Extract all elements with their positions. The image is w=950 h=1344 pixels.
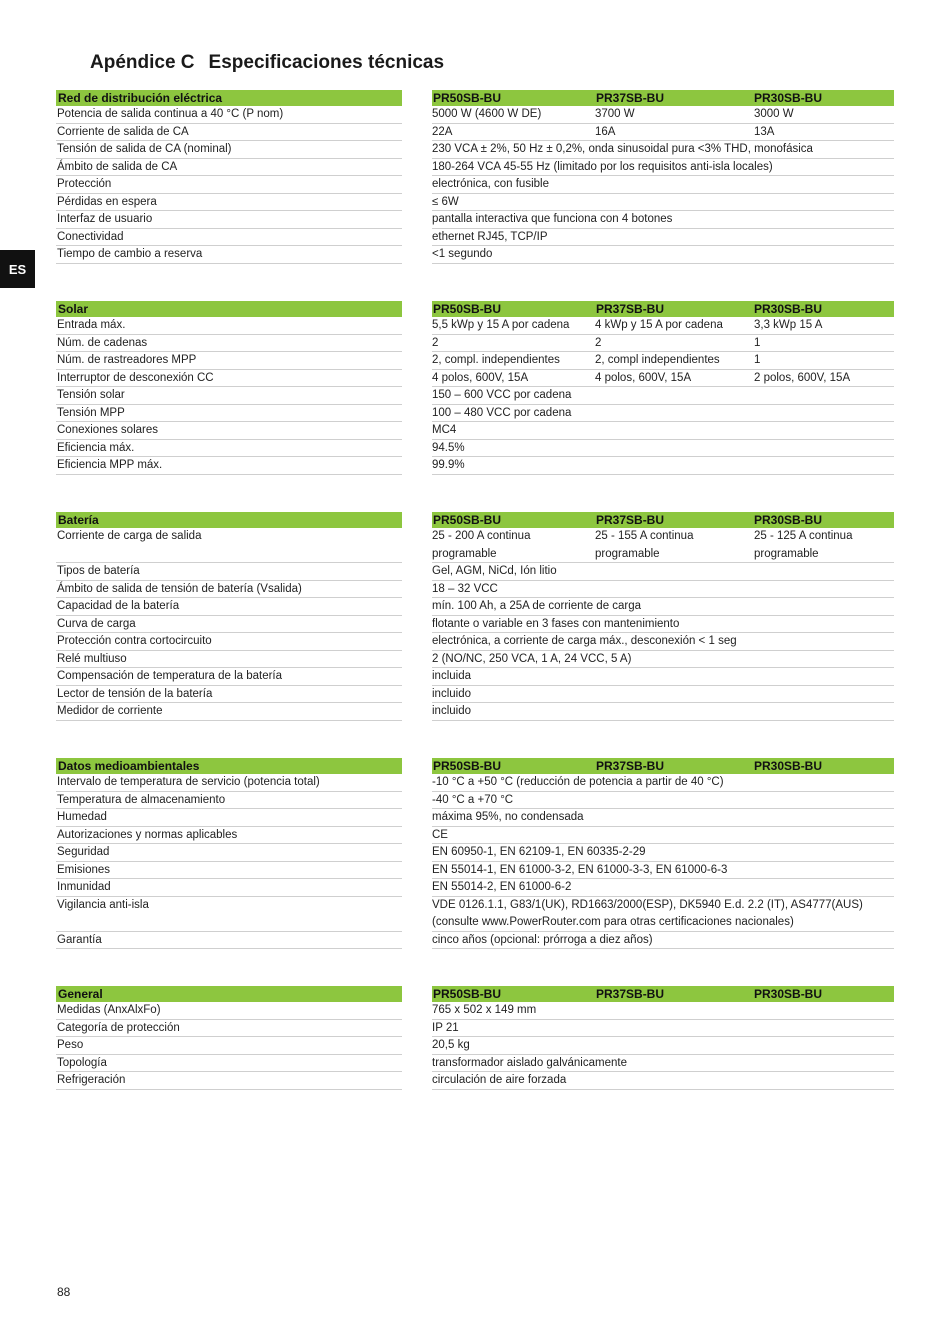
spec-value: EN 60950-1, EN 62109-1, EN 60335-2-29 <box>432 846 646 858</box>
spec-label: Conexiones solares <box>57 424 159 436</box>
spec-value-c3: 13A <box>754 125 775 138</box>
spec-value: IP 21 <box>432 1021 459 1034</box>
spec-label: Entrada máx. <box>57 319 126 331</box>
spec-row <box>56 106 894 124</box>
spec-value-c2: 2 <box>595 336 602 349</box>
spec-value: circulación de aire forzada <box>432 1074 567 1086</box>
spec-label: Topología <box>57 1056 107 1069</box>
row-rule <box>432 827 894 845</box>
spec-label: Relé multiuso <box>57 652 127 665</box>
row-rule <box>432 686 894 704</box>
spec-value: electrónica, a corriente de carga máx., desconexión < 1 seg <box>432 635 737 647</box>
spec-label: Humedad <box>57 811 107 823</box>
row-rule <box>432 1020 894 1038</box>
spec-row <box>56 159 894 177</box>
spec-value-c3: 3,3 kWp 15 A <box>754 319 823 331</box>
spec-label: Autorizaciones y normas aplicables <box>57 828 238 841</box>
spec-value-c1: 2, compl. independientes <box>432 354 560 366</box>
model-header: PR37SB-BU <box>596 91 665 105</box>
spec-label: Núm. de rastreadores MPP <box>57 354 197 366</box>
row-rule <box>432 422 894 440</box>
row-rule <box>432 1037 894 1055</box>
spec-label: Inmunidad <box>57 881 111 893</box>
spec-row <box>56 879 894 897</box>
spec-value: electrónica, con fusible <box>432 178 549 190</box>
spec-label: Emisiones <box>57 863 111 876</box>
spec-value: 180-264 VCA 45-55 Hz (limitado por los requisitos anti-isla locales) <box>432 160 773 173</box>
spec-value-c2: 4 polos, 600V, 15A <box>595 371 692 384</box>
spec-label: Núm. de cadenas <box>57 336 148 349</box>
row-rule <box>56 809 402 827</box>
row-rule <box>432 581 894 599</box>
spec-row <box>56 1020 894 1038</box>
section-name: General <box>58 987 103 1001</box>
spec-label: Medidas (AnxAlxFo) <box>57 1004 161 1016</box>
row-rule <box>56 1055 402 1073</box>
spec-row <box>56 897 894 932</box>
spec-value-c1: 22A <box>432 125 453 138</box>
spec-row <box>56 616 894 634</box>
model-header: PR50SB-BU <box>433 759 502 773</box>
spec-label: Pérdidas en espera <box>57 195 157 208</box>
spec-value-c3: 3000 W <box>754 108 794 120</box>
spec-label: Interfaz de usuario <box>57 213 153 225</box>
spec-value-c3: 2 polos, 600V, 15A <box>754 371 851 384</box>
spec-label: Categoría de protección <box>57 1021 180 1034</box>
section-red-distribucion <box>56 90 894 264</box>
spec-value-c2: 25 - 155 A continua <box>595 530 694 542</box>
model-header: PR30SB-BU <box>754 987 823 1001</box>
spec-label: Conectividad <box>57 230 124 243</box>
spec-row <box>56 176 894 194</box>
spec-label: Medidor de corriente <box>57 705 163 717</box>
spec-value: (consulte www.PowerRouter.com para otras certificaciones nacionales) <box>432 916 794 928</box>
row-rule <box>56 932 402 950</box>
spec-value-c1: 4 polos, 600V, 15A <box>432 371 529 384</box>
spec-value: mín. 100 Ah, a 25A de corriente de carga <box>432 600 642 612</box>
section-header <box>56 758 894 774</box>
spec-label: Corriente de salida de CA <box>57 125 189 138</box>
spec-label: Protección <box>57 178 112 190</box>
spec-row <box>56 774 894 792</box>
spec-row <box>56 246 894 264</box>
spec-label: Ámbito de salida de tensión de batería (Vsalida) <box>57 582 302 595</box>
spec-value: EN 55014-2, EN 61000-6-2 <box>432 881 572 893</box>
spec-value: Gel, AGM, NiCd, Ión litio <box>432 565 557 577</box>
model-header: PR30SB-BU <box>754 513 823 527</box>
spec-label: Curva de carga <box>57 617 136 630</box>
model-header: PR37SB-BU <box>596 513 665 527</box>
spec-label: Protección contra cortocircuito <box>57 635 212 647</box>
spec-row <box>56 1002 894 1020</box>
spec-value: 20,5 kg <box>432 1039 470 1051</box>
model-header: PR50SB-BU <box>433 91 502 105</box>
spec-value: 230 VCA ± 2%, 50 Hz ± 0,2%, onda sinusoidal pura <3% THD, monofásica <box>432 143 813 155</box>
spec-label: Potencia de salida continua a 40 °C (P nom) <box>57 108 284 120</box>
spec-row <box>56 1037 894 1055</box>
row-rule <box>432 668 894 686</box>
spec-value-c1: 25 - 200 A continua <box>432 530 531 542</box>
page-number: 88 <box>57 1285 71 1299</box>
spec-row <box>56 528 894 563</box>
section-general <box>56 986 894 1090</box>
spec-row <box>56 686 894 704</box>
spec-value: CE <box>432 828 448 841</box>
spec-value-c3: 1 <box>754 354 761 366</box>
page-title <box>90 52 444 74</box>
spec-value-c3: 1 <box>754 336 761 349</box>
spec-row <box>56 792 894 810</box>
section-solar <box>56 301 894 475</box>
spec-value: 2 (NO/NC, 250 VCA, 1 A, 24 VCC, 5 A) <box>432 652 632 665</box>
model-header: PR50SB-BU <box>433 513 502 527</box>
model-header: PR37SB-BU <box>596 987 665 1001</box>
spec-row <box>56 668 894 686</box>
model-header: PR37SB-BU <box>596 302 665 316</box>
row-rule <box>56 1037 402 1055</box>
spec-value: <1 segundo <box>432 248 493 260</box>
spec-value: transformador aislado galvánicamente <box>432 1056 627 1069</box>
spec-value: 94.5% <box>432 441 465 454</box>
spec-value: 100 – 480 VCC por cadena <box>432 406 572 419</box>
spec-label: Capacidad de la batería <box>57 600 180 612</box>
spec-value: -10 °C a +50 °C (reducción de potencia a partir de 40 °C) <box>432 776 724 788</box>
section-datos-medioambientales <box>56 758 894 949</box>
spec-row <box>56 229 894 247</box>
spec-row <box>56 1072 894 1090</box>
spec-row <box>56 581 894 599</box>
section-header <box>56 90 894 106</box>
spec-label: Refrigeración <box>57 1074 126 1086</box>
row-rule <box>432 703 894 721</box>
spec-row <box>56 651 894 669</box>
spec-value-c1: 5000 W (4600 W DE) <box>432 108 542 120</box>
spec-label: Tiempo de cambio a reserva <box>57 248 203 260</box>
model-header: PR30SB-BU <box>754 302 823 316</box>
model-header: PR30SB-BU <box>754 759 823 773</box>
spec-value: 150 – 600 VCC por cadena <box>432 389 572 401</box>
spec-row <box>56 809 894 827</box>
section-header <box>56 986 894 1002</box>
language-tab: ES <box>0 250 35 288</box>
header-bar-left <box>56 301 402 317</box>
spec-value: ≤ 6W <box>432 195 459 208</box>
spec-row <box>56 440 894 458</box>
spec-value: incluido <box>432 705 471 717</box>
spec-row <box>56 194 894 212</box>
spec-value: VDE 0126.1.1, G83/1(UK), RD1663/2000(ESP), DK5940 E.d. 2.2 (IT), AS4777(AUS) <box>432 898 863 911</box>
spec-value: ethernet RJ45, TCP/IP <box>432 230 548 243</box>
appendix-label: Apéndice C <box>90 52 195 73</box>
spec-row <box>56 633 894 651</box>
spec-row <box>56 335 894 353</box>
section-header <box>56 301 894 317</box>
spec-label: Tensión MPP <box>57 406 125 419</box>
section-header <box>56 512 894 528</box>
spec-row <box>56 844 894 862</box>
spec-value: 18 – 32 VCC <box>432 582 498 595</box>
header-bar-left <box>56 986 402 1002</box>
spec-row <box>56 124 894 142</box>
spec-row <box>56 862 894 880</box>
spec-row <box>56 457 894 475</box>
spec-row <box>56 932 894 950</box>
row-rule <box>432 194 894 212</box>
spec-value-c3: programable <box>754 547 819 560</box>
spec-label: Peso <box>57 1039 84 1051</box>
section-name: Red de distribución eléctrica <box>58 91 223 105</box>
row-rule <box>432 335 894 353</box>
model-header: PR50SB-BU <box>433 302 502 316</box>
spec-row <box>56 370 894 388</box>
model-header: PR30SB-BU <box>754 91 823 105</box>
spec-value: incluido <box>432 687 471 700</box>
spec-label: Vigilancia anti-isla <box>57 898 149 911</box>
spec-row <box>56 827 894 845</box>
row-rule <box>432 246 894 264</box>
spec-label: Eficiencia MPP máx. <box>57 459 163 471</box>
spec-label: Tipos de batería <box>57 565 140 577</box>
row-rule <box>432 457 894 475</box>
row-rule <box>432 440 894 458</box>
spec-value-c1: 2 <box>432 336 439 349</box>
spec-row <box>56 422 894 440</box>
spec-value-c2: programable <box>595 547 660 560</box>
spec-value: 765 x 502 x 149 mm <box>432 1004 537 1016</box>
spec-row <box>56 1055 894 1073</box>
spec-label: Garantía <box>57 933 102 946</box>
header-bar-left <box>56 512 402 528</box>
spec-row <box>56 141 894 159</box>
model-header: PR37SB-BU <box>596 759 665 773</box>
spec-value: incluida <box>432 670 471 682</box>
spec-row <box>56 352 894 370</box>
spec-label: Eficiencia máx. <box>57 441 135 454</box>
section-name: Solar <box>58 302 89 316</box>
section-name: Batería <box>58 513 99 527</box>
spec-row <box>56 317 894 335</box>
spec-label: Lector de tensión de la batería <box>57 687 213 700</box>
row-rule <box>432 124 894 142</box>
spec-value-c2: 16A <box>595 125 616 138</box>
appendix-title: Especificaciones técnicas <box>208 52 445 73</box>
spec-value: pantalla interactiva que funciona con 4 botones <box>432 213 673 225</box>
spec-value: flotante o variable en 3 fases con mantenimiento <box>432 617 680 630</box>
spec-row <box>56 563 894 581</box>
spec-value-c2: 3700 W <box>595 108 635 120</box>
spec-row <box>56 405 894 423</box>
spec-label: Ámbito de salida de CA <box>57 160 178 173</box>
spec-value-c1: programable <box>432 547 497 560</box>
spec-value: EN 55014-1, EN 61000-3-2, EN 61000-3-3, EN 61000-6-3 <box>432 863 728 876</box>
spec-row <box>56 703 894 721</box>
spec-row <box>56 211 894 229</box>
spec-row <box>56 387 894 405</box>
spec-label: Temperatura de almacenamiento <box>57 793 226 806</box>
spec-value: cinco años (opcional: prórroga a diez años) <box>432 933 653 946</box>
spec-label: Tensión solar <box>57 389 125 401</box>
section-name: Datos medioambientales <box>58 759 200 773</box>
spec-value-c1: 5,5 kWp y 15 A por cadena <box>432 319 570 331</box>
spec-row <box>56 598 894 616</box>
section-bateria <box>56 512 894 721</box>
spec-value-c3: 25 - 125 A continua <box>754 530 853 542</box>
spec-label: Intervalo de temperatura de servicio (potencia total) <box>57 776 320 788</box>
spec-value: 99.9% <box>432 459 465 471</box>
spec-label: Tensión de salida de CA (nominal) <box>57 143 232 155</box>
spec-label: Compensación de temperatura de la batería <box>57 670 283 682</box>
spec-label: Interruptor de desconexión CC <box>57 371 214 384</box>
spec-value-c2: 2, compl independientes <box>595 354 720 366</box>
spec-value: -40 °C a +70 °C <box>432 793 514 806</box>
spec-value: MC4 <box>432 424 457 436</box>
spec-label: Seguridad <box>57 846 110 858</box>
spec-label: Corriente de carga de salida <box>57 530 202 542</box>
spec-value-c2: 4 kWp y 15 A por cadena <box>595 319 723 331</box>
model-header: PR50SB-BU <box>433 987 502 1001</box>
spec-value: máxima 95%, no condensada <box>432 811 584 823</box>
